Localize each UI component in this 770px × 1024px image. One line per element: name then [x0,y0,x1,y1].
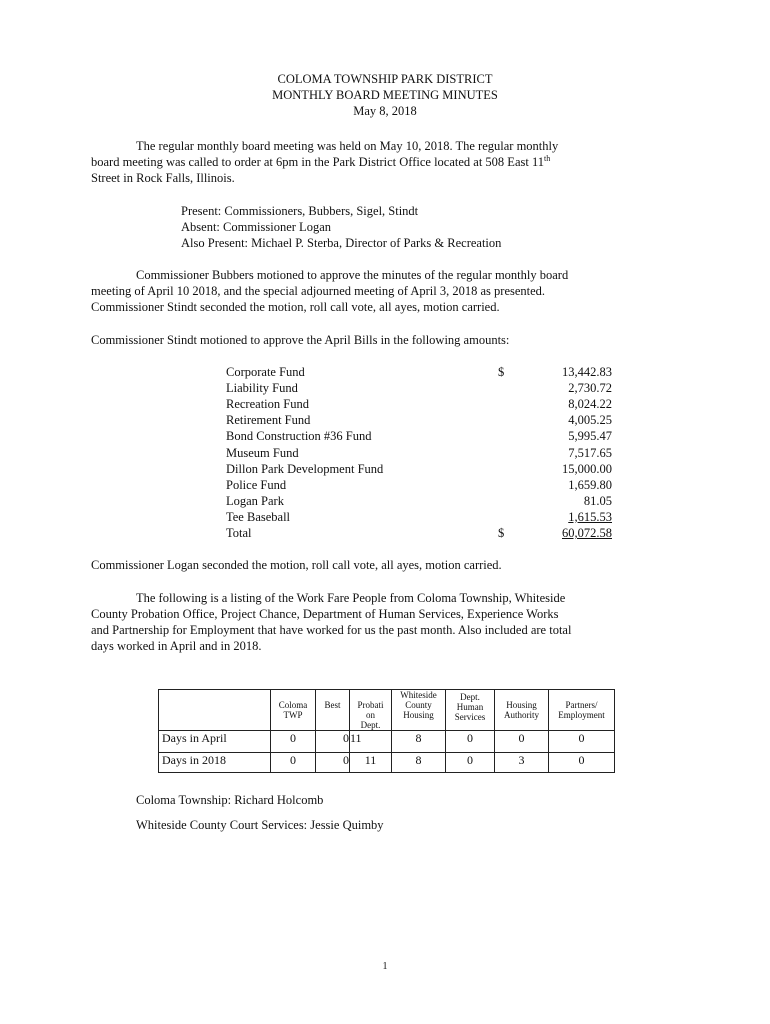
fund-amount: 1,615.53 [568,509,612,524]
absent-list: Absent: Commissioner Logan [181,220,331,234]
fund-name: Total [226,526,252,540]
minutes-motion-line-2: meeting of April 10 2018, and the special adjourned meeting of April 3, 2018 as presented. [91,284,546,298]
intro-line-3: Street in Rock Falls, Illinois. [91,171,235,185]
fund-amount: 15,000.00 [562,461,612,476]
fund-name: Liability Fund [226,381,298,396]
coloma-contact: Coloma Township: Richard Holcomb [136,793,324,807]
intro-line-2 [91,154,550,170]
table-cell: 0 [271,753,316,773]
fund-amount: 8,024.22 [568,397,612,412]
table-cell: 3 [495,753,549,773]
workfare-line-2: County Probation Office, Project Chance, Department of Human Services, Experience Works [91,607,559,621]
page-number: 1 [382,961,388,972]
fund-amount: 1,659.80 [568,477,612,492]
second-motion: Commissioner Logan seconded the motion, roll call vote, all ayes, motion carried. [91,558,502,572]
table-cell: 0 [446,753,495,773]
fund-name: Logan Park [226,493,284,508]
fund-amount: 13,442.83 [562,365,612,379]
fund-name: Tee Baseball [226,509,291,524]
row-label: Days in April [159,731,271,753]
table-header-cell: Dept. Human Services [446,690,495,731]
table-cell: 0 [446,731,495,753]
table-header-row [159,690,615,731]
ordinal-suffix: th [544,154,551,163]
workfare-line-1: The following is a listing of the Work Fare People from Coloma Township, Whiteside [136,591,566,605]
table-cell: 0 [271,731,316,753]
fund-name: Bond Construction #36 Fund [226,429,372,444]
minutes-motion-line-3: Commissioner Stindt seconded the motion, roll call vote, all ayes, motion carried. [91,300,500,314]
fund-name: Retirement Fund [226,413,311,428]
workfare-line-3: and Partnership for Employment that have worked for us the past month. Also included are total [91,623,572,637]
table-cell: 0 [316,753,350,773]
fund-name: Museum Fund [226,445,299,460]
table-cell: 11 [350,753,392,773]
table-row [159,731,615,753]
intro-line-1: The regular monthly board meeting was held on May 10, 2018. The regular monthly [136,139,559,153]
fund-amount: 60,072.58 [562,526,612,540]
table-header-cell: Whiteside County Housing [392,690,446,731]
fund-name: Recreation Fund [226,397,309,412]
bills-motion: Commissioner Stindt motioned to approve the April Bills in the following amounts: [91,333,510,347]
table-header-cell: Housing Authority [495,690,549,731]
present-list: Present: Commissioners, Bubbers, Sigel, Stindt [181,204,419,218]
fund-amount: 7,517.65 [568,445,612,460]
table-cell: 0 [495,731,549,753]
table-cell: 0 [549,753,615,773]
funds-list [0,364,770,544]
fund-amount: 2,730.72 [568,381,612,396]
district-title: COLOMA TOWNSHIP PARK DISTRICT [277,72,493,86]
table-header-cell: Coloma TWP [271,690,316,731]
fund-name: Corporate Fund [226,365,305,379]
also-present-list: Also Present: Michael P. Sterba, Director of Parks & Recreation [181,236,502,250]
table-cell: 8 [392,731,446,753]
table-header-cell [159,690,271,731]
whiteside-contact: Whiteside County Court Services: Jessie Quimby [136,818,384,832]
table-cell: 11 [350,731,392,753]
dollar-sign: $ [498,365,505,379]
table-cell: 0 [549,731,615,753]
fund-amount: 81.05 [583,493,612,508]
fund-amount: 4,005.25 [568,413,612,428]
meeting-date: May 8, 2018 [353,104,417,118]
workfare-line-4: days worked in April and in 2018. [91,639,262,653]
table-row [159,753,615,773]
fund-name: Police Fund [226,477,287,492]
document-title: MONTHLY BOARD MEETING MINUTES [272,88,498,102]
table-cell: 8 [392,753,446,773]
table-header-cell: Probati on Dept. [350,690,392,731]
table-header-cell: Best [316,690,350,731]
row-label: Days in 2018 [159,753,271,773]
intro-line-2-text: board meeting was called to order at 6pm in the Park District Office located at 508 East 11 [91,155,544,169]
minutes-motion-line-1: Commissioner Bubbers motioned to approve the minutes of the regular monthly board [136,268,569,282]
fund-name: Dillon Park Development Fund [226,461,384,476]
table-header-cell: Partners/ Employment [549,690,615,731]
workfare-table [158,689,615,773]
dollar-sign: $ [498,526,505,540]
fund-amount: 5,995.47 [568,429,612,444]
table-cell: 0 [316,731,350,753]
